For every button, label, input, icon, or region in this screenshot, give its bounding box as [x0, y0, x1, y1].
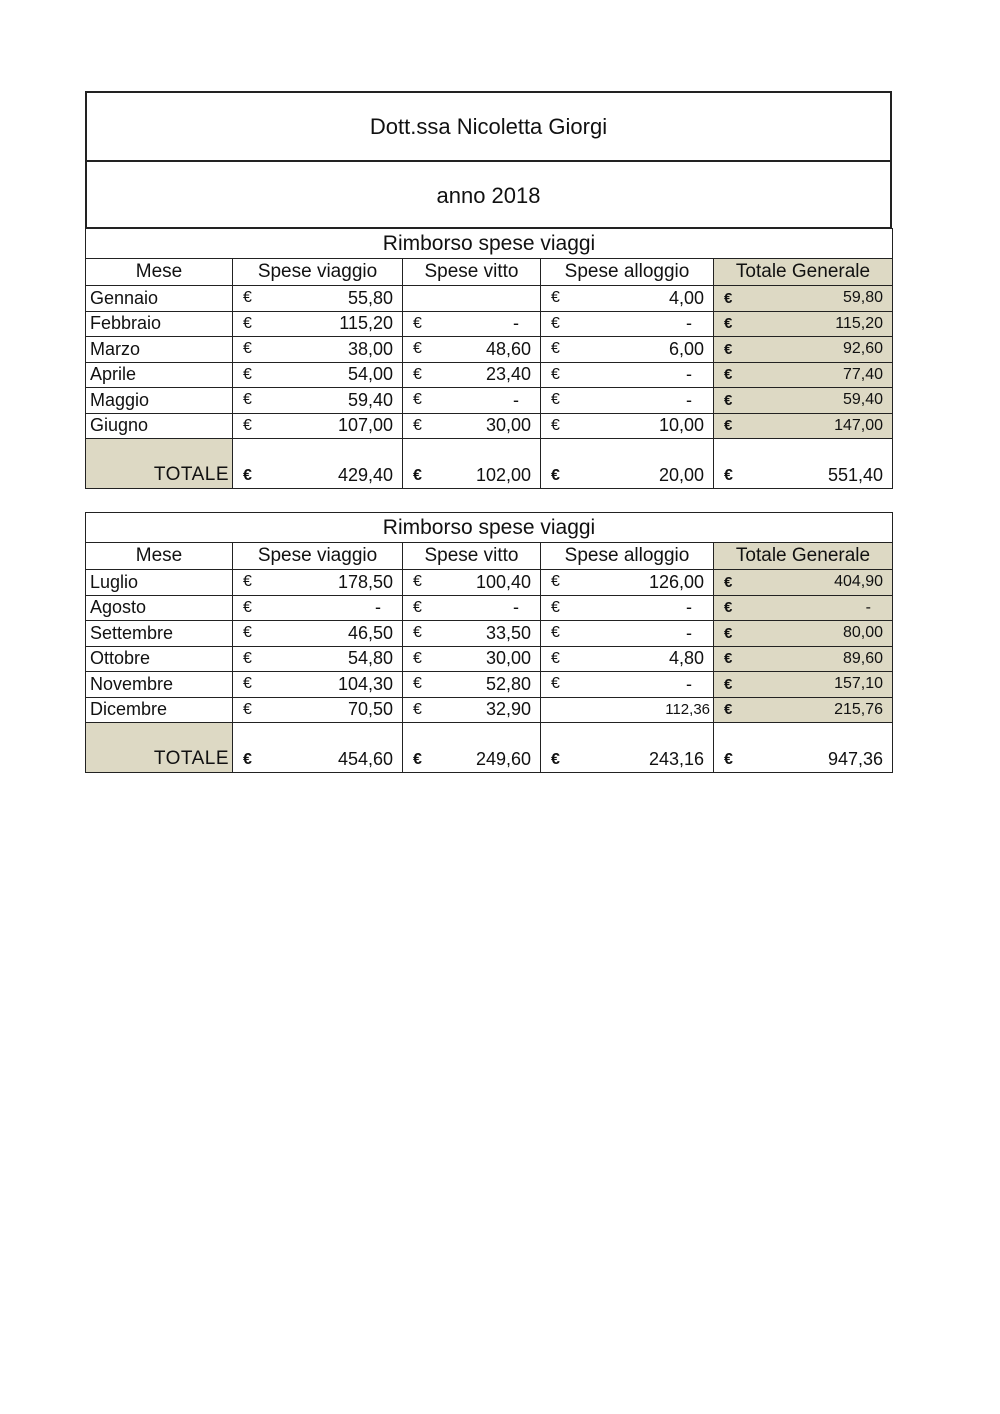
euro-sign: € [724, 675, 733, 693]
cell-alloggio [541, 646, 714, 672]
euro-sign: € [413, 750, 422, 768]
amount: 104,30 [337, 673, 393, 694]
column-header: Mese [86, 543, 233, 570]
amount: 54,80 [347, 648, 393, 669]
amount: - [375, 597, 381, 618]
amount: 54,00 [347, 364, 393, 385]
column-header: Spese alloggio [541, 543, 714, 570]
euro-sign: € [243, 624, 252, 642]
cell-totale [714, 439, 893, 489]
cell-alloggio [541, 723, 714, 773]
cell-alloggio [541, 413, 714, 439]
euro-sign: € [551, 416, 560, 434]
amount: 157,10 [834, 675, 883, 693]
euro-sign: € [413, 466, 422, 484]
amount: 38,00 [347, 338, 393, 359]
euro-sign: € [413, 573, 422, 591]
euro-sign: € [724, 650, 733, 668]
amount: 23,40 [485, 364, 531, 385]
amount: 20,00 [658, 465, 704, 485]
amount: 59,40 [842, 391, 883, 409]
euro-sign: € [243, 416, 252, 434]
amount: 4,80 [668, 648, 704, 669]
cell-vitto [403, 286, 541, 312]
expense-table-h1 [85, 228, 893, 489]
euro-sign: € [413, 416, 422, 434]
month-label: Marzo [86, 337, 233, 363]
cell-viaggio [233, 723, 403, 773]
cell-totale [714, 311, 893, 337]
amount: - [865, 598, 871, 616]
month-label: Gennaio [86, 286, 233, 312]
column-header: Spese vitto [403, 543, 541, 570]
amount: 147,00 [834, 416, 883, 434]
table-row [86, 388, 893, 414]
euro-sign: € [243, 466, 252, 484]
euro-sign: € [413, 314, 422, 332]
amount: 32,90 [485, 699, 531, 720]
month-label: Settembre [86, 621, 233, 647]
column-header: Spese vitto [403, 259, 541, 286]
euro-sign: € [551, 365, 560, 383]
euro-sign: € [413, 675, 422, 693]
month-label: Aprile [86, 362, 233, 388]
amount: - [686, 364, 692, 385]
cell-vitto [403, 388, 541, 414]
euro-sign: € [243, 289, 252, 307]
amount: - [686, 597, 692, 618]
cell-viaggio [233, 388, 403, 414]
amount: 77,40 [842, 365, 883, 383]
euro-sign: € [413, 700, 422, 718]
amount: 249,60 [475, 749, 531, 769]
amount: 59,40 [347, 389, 393, 410]
column-header: Totale Generale [714, 259, 893, 286]
euro-sign: € [243, 598, 252, 616]
month-label: Novembre [86, 672, 233, 698]
amount: - [513, 597, 519, 618]
cell-vitto [403, 413, 541, 439]
cell-viaggio [233, 362, 403, 388]
amount: 4,00 [668, 287, 704, 308]
cell-alloggio [541, 362, 714, 388]
euro-sign: € [243, 365, 252, 383]
amount: 100,40 [475, 571, 531, 592]
euro-sign: € [243, 314, 252, 332]
euro-sign: € [724, 466, 733, 484]
euro-sign: € [243, 750, 252, 768]
table-row [86, 697, 893, 723]
amount: 70,50 [347, 699, 393, 720]
amount: 107,00 [337, 415, 393, 436]
amount: 947,36 [827, 749, 883, 769]
amount: - [686, 313, 692, 334]
cell-totale [714, 413, 893, 439]
month-label: Maggio [86, 388, 233, 414]
euro-sign: € [551, 649, 560, 667]
amount: 92,60 [842, 340, 883, 358]
euro-sign: € [724, 391, 733, 409]
amount: 404,90 [834, 573, 883, 591]
table-row [86, 286, 893, 312]
cell-vitto [403, 337, 541, 363]
cell-alloggio [541, 337, 714, 363]
table-row [86, 672, 893, 698]
cell-alloggio [541, 595, 714, 621]
cell-vitto [403, 621, 541, 647]
euro-sign: € [243, 573, 252, 591]
amount: 30,00 [485, 415, 531, 436]
cell-viaggio [233, 337, 403, 363]
month-label: Ottobre [86, 646, 233, 672]
cell-vitto [403, 311, 541, 337]
euro-sign: € [551, 466, 560, 484]
amount: 52,80 [485, 673, 531, 694]
euro-sign: € [551, 598, 560, 616]
month-label: Febbraio [86, 311, 233, 337]
amount: - [686, 622, 692, 643]
column-header: Mese [86, 259, 233, 286]
euro-sign: € [551, 750, 560, 768]
cell-alloggio: 112,36 [541, 697, 714, 723]
amount: 55,80 [347, 287, 393, 308]
amount: 429,40 [337, 465, 393, 485]
cell-viaggio [233, 570, 403, 596]
cell-totale [714, 697, 893, 723]
document-header [85, 91, 892, 229]
table-row [86, 337, 893, 363]
cell-totale [714, 337, 893, 363]
euro-sign: € [243, 675, 252, 693]
table-row [86, 362, 893, 388]
amount: 551,40 [827, 465, 883, 485]
amount: 80,00 [842, 624, 883, 642]
amount: 30,00 [485, 648, 531, 669]
amount: 6,00 [668, 338, 704, 359]
euro-sign: € [413, 365, 422, 383]
column-header: Spese alloggio [541, 259, 714, 286]
amount: 46,50 [347, 622, 393, 643]
amount: 178,50 [337, 571, 393, 592]
cell-viaggio [233, 439, 403, 489]
amount: - [686, 389, 692, 410]
cell-totale [714, 388, 893, 414]
amount: - [513, 313, 519, 334]
euro-sign: € [724, 366, 733, 384]
euro-sign: € [413, 340, 422, 358]
month-label: Luglio [86, 570, 233, 596]
amount: 215,76 [834, 700, 883, 718]
amount: 126,00 [648, 571, 704, 592]
euro-sign: € [724, 315, 733, 333]
euro-sign: € [551, 573, 560, 591]
cell-viaggio [233, 311, 403, 337]
cell-alloggio [541, 570, 714, 596]
euro-sign: € [724, 750, 733, 768]
amount: - [686, 673, 692, 694]
table-row [86, 413, 893, 439]
table-row [86, 595, 893, 621]
amount: 10,00 [658, 415, 704, 436]
doctor-name: Dott.ssa Nicoletta Giorgi [369, 113, 608, 139]
euro-sign: € [724, 340, 733, 358]
total-label: TOTALE [86, 439, 233, 489]
euro-sign: € [724, 701, 733, 719]
euro-sign: € [551, 624, 560, 642]
amount: 115,20 [339, 313, 393, 334]
expense-table-h2 [85, 512, 893, 773]
table-row [86, 646, 893, 672]
amount: 102,00 [475, 465, 531, 485]
cell-alloggio [541, 621, 714, 647]
amount: 243,16 [648, 749, 704, 769]
cell-vitto [403, 672, 541, 698]
euro-sign: € [724, 573, 733, 591]
euro-sign: € [724, 599, 733, 617]
amount: 454,60 [337, 749, 393, 769]
euro-sign: € [724, 289, 733, 307]
euro-sign: € [551, 340, 560, 358]
euro-sign: € [551, 314, 560, 332]
cell-totale [714, 595, 893, 621]
cell-viaggio [233, 672, 403, 698]
cell-vitto [403, 570, 541, 596]
table-row [86, 311, 893, 337]
cell-viaggio [233, 646, 403, 672]
cell-viaggio [233, 413, 403, 439]
cell-alloggio [541, 286, 714, 312]
amount: 33,50 [485, 622, 531, 643]
column-header: Spese viaggio [233, 543, 403, 570]
total-row [86, 723, 893, 773]
euro-sign: € [551, 289, 560, 307]
amount: 115,20 [835, 314, 883, 332]
cell-totale [714, 286, 893, 312]
cell-vitto [403, 723, 541, 773]
table-title: Rimborso spese viaggi [86, 229, 893, 259]
euro-sign: € [243, 340, 252, 358]
cell-totale [714, 723, 893, 773]
cell-totale [714, 672, 893, 698]
cell-alloggio [541, 311, 714, 337]
amount: 89,60 [842, 649, 883, 667]
table-row [86, 621, 893, 647]
total-label: TOTALE [86, 723, 233, 773]
amount: 59,80 [842, 289, 883, 307]
amount: - [513, 389, 519, 410]
cell-viaggio [233, 697, 403, 723]
euro-sign: € [243, 649, 252, 667]
cell-alloggio [541, 672, 714, 698]
euro-sign: € [551, 675, 560, 693]
cell-viaggio [233, 286, 403, 312]
month-label: Agosto [86, 595, 233, 621]
euro-sign: € [243, 700, 252, 718]
column-header: Totale Generale [714, 543, 893, 570]
cell-vitto [403, 595, 541, 621]
cell-viaggio [233, 621, 403, 647]
euro-sign: € [551, 391, 560, 409]
table-row [86, 570, 893, 596]
cell-totale [714, 621, 893, 647]
month-label: Dicembre [86, 697, 233, 723]
cell-totale [714, 362, 893, 388]
cell-totale [714, 646, 893, 672]
euro-sign: € [413, 391, 422, 409]
cell-vitto [403, 362, 541, 388]
month-label: Giugno [86, 413, 233, 439]
cell-vitto [403, 697, 541, 723]
total-row [86, 439, 893, 489]
cell-alloggio [541, 439, 714, 489]
euro-sign: € [413, 624, 422, 642]
cell-totale [714, 570, 893, 596]
cell-alloggio [541, 388, 714, 414]
euro-sign: € [724, 417, 733, 435]
table-title: Rimborso spese viaggi [86, 513, 893, 543]
amount: 48,60 [485, 338, 531, 359]
euro-sign: € [243, 391, 252, 409]
cell-viaggio [233, 595, 403, 621]
cell-vitto [403, 646, 541, 672]
cell-vitto [403, 439, 541, 489]
euro-sign: € [413, 649, 422, 667]
euro-sign: € [413, 598, 422, 616]
year-label: anno 2018 [87, 160, 890, 229]
euro-sign: € [724, 624, 733, 642]
column-header: Spese viaggio [233, 259, 403, 286]
